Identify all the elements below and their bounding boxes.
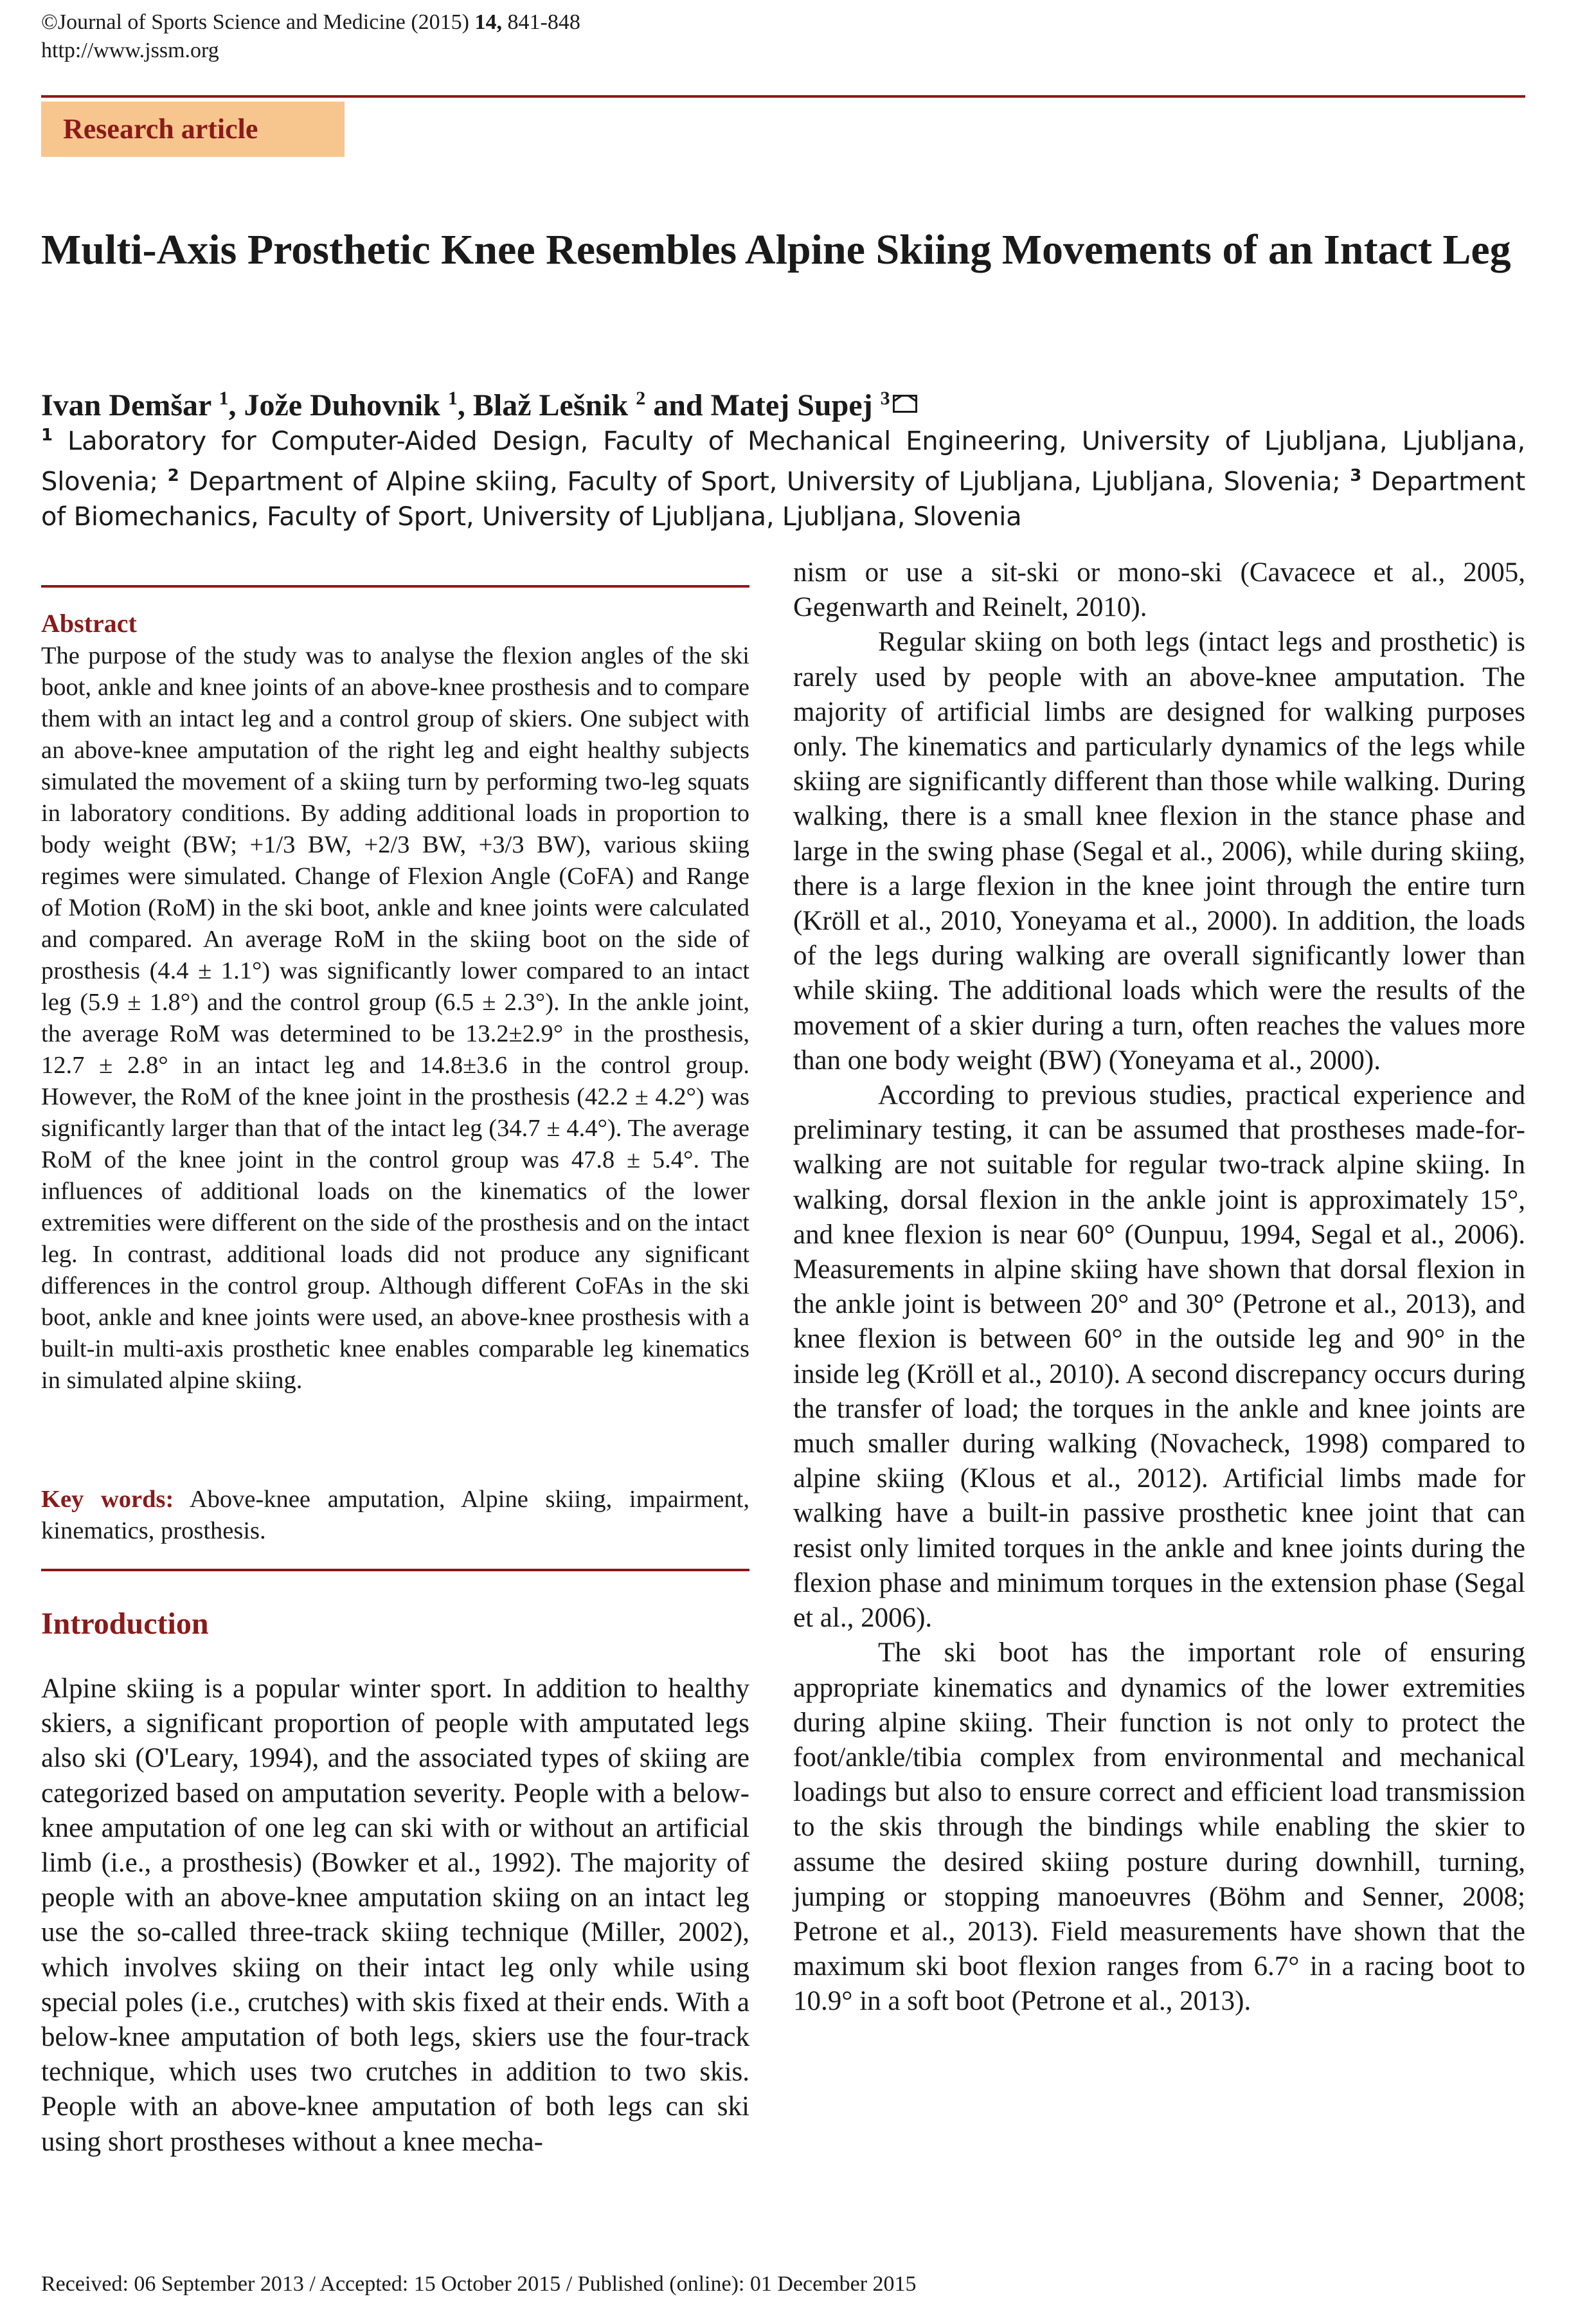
abstract-heading: Abstract — [41, 609, 137, 638]
author-name: and Matej Supej — [645, 388, 881, 422]
author-affiliation-mark: 3 — [880, 388, 890, 409]
affiliation-text: Department of Biomechanics, Faculty of Sport, University of Ljubljana, Ljubljana, Slovenia — [41, 467, 1525, 532]
envelope-icon[interactable] — [893, 395, 917, 413]
keywords — [41, 1484, 749, 1547]
article-type-badge: Research article — [41, 102, 345, 157]
paragraph: Regular skiing on both legs (intact legs and prosthetic) is rarely used by people with an above-knee amputation. The majority of artificial limbs are designed for walking purposes only. The kinematics and particularly dynamics of the legs while skiing are significantly different than those while walking. During walking, there is a small knee flexion in the stance phase and large in the swing phase (Segal et al., 2006), while during skiing, there is a large flexion in the knee joint through the entire turn (Kröll et al., 2010, Yoneyama et al., 2000). In addition, the loads of the legs during walking are overall significantly lower than while skiing. The additional loads which were the results of the movement of a skier during a turn, often reaches the values more than one body weight (BW) (Yoneyama et al., 2000). — [793, 627, 1525, 1076]
paragraph: nism or use a sit-ski or mono-ski (Cavacece et al., 2005, Gegenwarth and Reinelt, 2010). — [793, 557, 1525, 623]
journal-url[interactable]: http://www.jssm.org — [41, 39, 219, 62]
header-rule — [41, 95, 1525, 98]
author-affiliation-mark: 1 — [447, 388, 458, 409]
keywords-label: Key words: — [41, 1486, 174, 1513]
paragraph: Alpine skiing is a popular winter sport. In addition to healthy skiers, a significant proportion of people with amputated legs also ski (O'Leary, 1994), and the associated types of skiing are categorized based on amputation severity. People with a below-knee amputation of one leg can ski with or without an artificial limb (i.e., a prosthesis) (Bowker et al., 1992). The majority of people with an above-knee amputation skiing on an intact leg use the so-called three-track skiing technique (Miller, 2002), which involves skiing on their intact leg only while using special poles (i.e., crutches) with skis fixed at their ends. With a below-knee amputation of both legs, skiers use the four-track technique, which uses two crutches in addition to two skis. People with an above-knee amputation of both legs can ski using short prostheses without a knee mecha- — [41, 1674, 749, 2157]
author-name: Ivan Demšar — [41, 388, 219, 422]
affiliation-mark: 2 — [167, 466, 179, 486]
paragraph: The ski boot has the important role of ensuring appropriate kinematics and dynamics of the lower extremities during alpine skiing. Their function is not only to protect the foot/ankle/tibia complex from environmental and mechanical loadings but also to ensure correct and efficient load transmission to the skis through the bindings while enabling the skier to assume the desired skiing posture during downhill, turning, jumping or stopping manoeuvres (Böhm and Senner, 2008; Petrone et al., 2013). Field measurements have shown that the maximum ski boot flexion ranges from 6.7° in a racing boot to 10.9° in a soft boot (Petrone et al., 2013). — [793, 1638, 1525, 2017]
author-name: , Blaž Lešnik — [457, 388, 636, 422]
author-affiliation-mark: 1 — [219, 388, 229, 409]
author-affiliation-mark: 2 — [636, 388, 646, 409]
paragraph: According to previous studies, practical experience and preliminary testing, it can be assumed that prostheses made-for-walking are not suitable for regular two-track alpine skiing. In walking, dorsal flexion in the ankle joint is approximately 15°, and knee flexion is near 60° (Ounpuu, 1994, Segal et al., 2006). Measurements in alpine skiing have shown that dorsal flexion in the ankle joint is between 20° and 30° (Petrone et al., 2013), and knee flexion is between 60° in the outside leg and 90° in the inside leg (Kröll et al., 2010). A second discrepancy occurs during the transfer of load; the torques in the ankle and knee joints are much smaller during walking (Novacheck, 1998) compared to alpine skiing (Klous et al., 2012). Artificial limbs made for walking have a built-in passive prosthetic knee joint that can resist only limited torques in the ankle and knee joints during the flexion phase and minimum torques in the extension phase (Segal et al., 2006). — [793, 1080, 1525, 1634]
author-name: , Jože Duhovnik — [228, 388, 448, 422]
affiliation-text: Department of Alpine skiing, Faculty of Sport, University of Ljubljana, Ljubljana, Slovenia; — [179, 467, 1350, 497]
introduction-rule — [41, 1569, 749, 1571]
journal-prefix: ©Journal of Sports Science and Medicine (2015) — [41, 10, 475, 34]
abstract-rule — [41, 585, 749, 588]
abstract-body: The purpose of the study was to analyse the flexion angles of the ski boot, ankle and knee joints of an above-knee prosthesis and to compare them with an intact leg and a control group of skiers. One subject with an above-knee amputation of the right leg and eight healthy subjects simulated the movement of a skiing turn by performing two-leg squats in laboratory conditions. By adding additional loads in proportion to body weight (BW; +1/3 BW, +2/3 BW, +3/3 BW), various skiing regimes were simulated. Change of Flexion Angle (CoFA) and Range of Motion (RoM) in the ski boot, ankle and knee joints were calculated and compared. An average RoM in the skiing boot on the side of prosthesis (4.4 ± 1.1°) was significantly lower compared to an intact leg (5.9 ± 1.8°) and the control group (6.5 ± 2.3°). In the ankle joint, the average RoM was determined to be 13.2±2.9° in the prosthesis, 12.7 ± 2.8° in an intact leg and 14.8±3.6 in the control group. However, the RoM of the knee joint in the prosthesis (42.2 ± 4.2°) was significantly larger than that of the intact leg (34.7 ± 4.4°). The average RoM of the knee joint in the control group was 47.8 ± 5.4°. The influences of additional loads on the kinematics of the lower extremities were different on the side of the prosthesis and on the intact leg. In contrast, additional loads did not produce any significant differences in the control group. Although different CoFAs in the ski boot, ankle and knee joints were used, an above-knee prosthesis with a built-in multi-axis prosthetic knee enables comparable leg kinematics in simulated alpine skiing. — [41, 642, 749, 1394]
journal-pages: 841-848 — [502, 10, 580, 34]
affiliation-text: Laboratory for Computer-Aided Design, Faculty of Mechanical Engineering, University of Ljubljana, Ljubljana, Slovenia; — [41, 426, 1525, 497]
article-title: Multi-Axis Prosthetic Knee Resembles Alpine Skiing Movements of an Intact Leg — [41, 226, 1511, 273]
introduction-heading: Introduction — [41, 1607, 209, 1641]
journal-citation — [41, 9, 580, 36]
affiliation-mark: 1 — [41, 426, 53, 445]
affiliation-mark: 3 — [1350, 466, 1362, 486]
journal-volume: 14, — [474, 10, 503, 34]
affiliations — [41, 418, 1525, 534]
publication-dates: Received: 06 September 2013 / Accepted: 15 October 2015 / Published (online): 01 December 2015 — [41, 2272, 917, 2296]
introduction-left-column — [41, 1672, 749, 2160]
keywords-text: Above-knee amputation, Alpine skiing, impairment, kinematics, prosthesis. — [41, 1486, 749, 1544]
introduction-right-column — [793, 555, 1525, 2019]
